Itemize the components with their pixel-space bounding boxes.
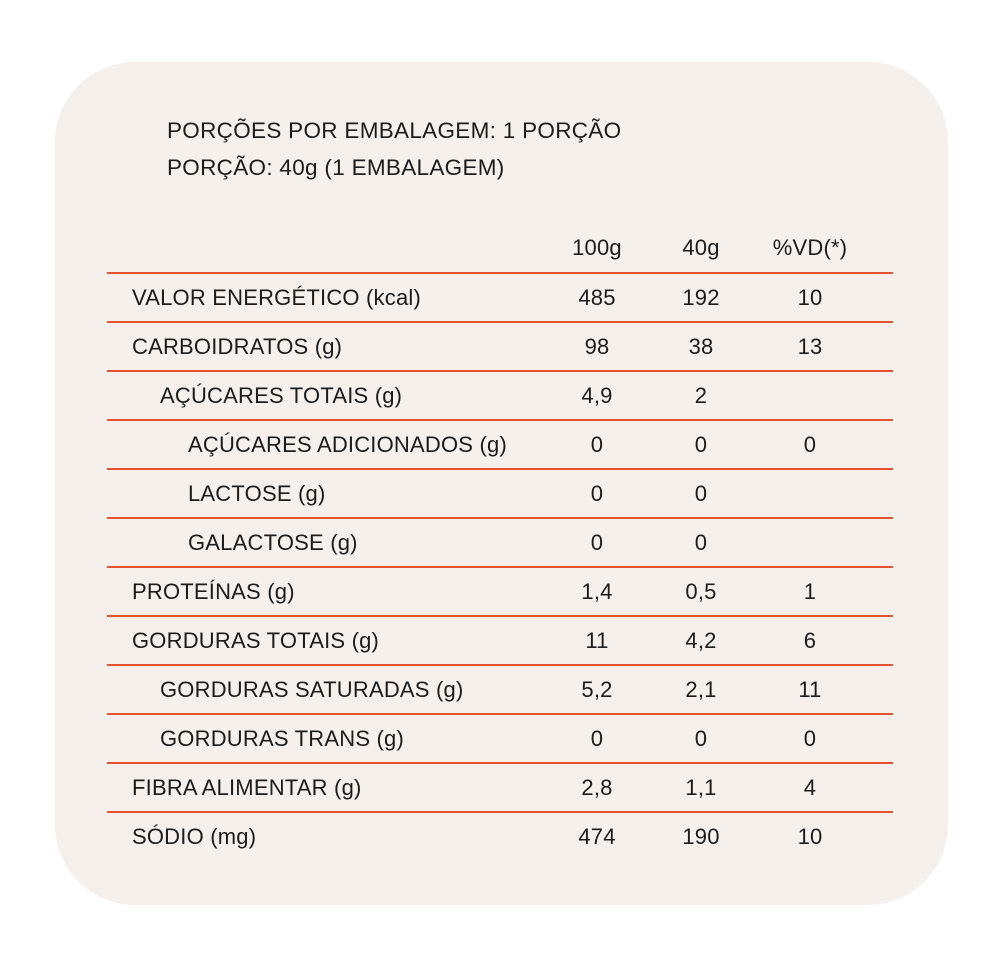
value-40g: 192: [682, 284, 720, 310]
row-label: GORDURAS SATURADAS (g): [160, 676, 464, 702]
row-label: LACTOSE (g): [188, 480, 326, 506]
value-40g: 2: [694, 382, 708, 408]
table-row: [107, 419, 893, 468]
value-vd: 0: [803, 725, 817, 751]
value-40g: 0: [694, 431, 708, 457]
row-label: PROTEÍNAS (g): [132, 578, 295, 604]
table-row: [107, 517, 893, 566]
value-vd: 4: [803, 774, 817, 800]
value-vd: 0: [803, 431, 817, 457]
row-label: CARBOIDRATOS (g): [132, 333, 343, 359]
row-label: GORDURAS TOTAIS (g): [132, 627, 380, 653]
table-row: [107, 762, 893, 811]
value-40g: 0: [694, 725, 708, 751]
row-label: SÓDIO (mg): [132, 823, 257, 849]
table-row: [107, 272, 893, 321]
servings-per-package: PORÇÕES POR EMBALAGEM: 1 PORÇÃO: [167, 118, 622, 143]
value-100g: 4,9: [581, 382, 613, 408]
value-100g: 0: [590, 529, 604, 555]
value-100g: 2,8: [581, 774, 613, 800]
value-40g: 1,1: [685, 774, 717, 800]
value-100g: 485: [578, 284, 616, 310]
column-header-vd: %VD(*): [772, 234, 848, 260]
table-header-row: [107, 223, 893, 272]
table-row: [107, 566, 893, 615]
value-40g: 190: [682, 823, 720, 849]
row-label: VALOR ENERGÉTICO (kcal): [132, 284, 422, 310]
value-40g: 4,2: [685, 627, 717, 653]
value-100g: 0: [590, 725, 604, 751]
row-label: FIBRA ALIMENTAR (g): [132, 774, 362, 800]
table-row: [107, 321, 893, 370]
value-vd: 10: [797, 284, 823, 310]
value-vd: 6: [803, 627, 817, 653]
value-vd: 11: [798, 676, 822, 702]
column-header-40g: 40g: [682, 234, 720, 260]
value-100g: 0: [590, 480, 604, 506]
nutrition-table: [107, 223, 893, 860]
value-100g: 98: [584, 333, 610, 359]
value-100g: 474: [578, 823, 616, 849]
value-40g: 38: [688, 333, 714, 359]
serving-size: PORÇÃO: 40g (1 EMBALAGEM): [167, 155, 505, 180]
value-40g: 0: [694, 529, 708, 555]
value-100g: 1,4: [581, 578, 613, 604]
table-row: [107, 811, 893, 860]
row-label: AÇÚCARES ADICIONADOS (g): [188, 431, 507, 457]
table-row: [107, 468, 893, 517]
value-40g: 2,1: [685, 676, 717, 702]
value-100g: 11: [585, 627, 609, 653]
table-row: [107, 615, 893, 664]
value-vd: 1: [803, 578, 817, 604]
row-label: GALACTOSE (g): [188, 529, 358, 555]
value-40g: 0: [694, 480, 708, 506]
table-row: [107, 370, 893, 419]
value-vd: 13: [797, 333, 823, 359]
table-row: [107, 664, 893, 713]
nutrition-card: [55, 62, 948, 905]
value-vd: 10: [797, 823, 823, 849]
table-body: [107, 272, 893, 860]
column-header-100g: 100g: [572, 234, 622, 260]
row-label: GORDURAS TRANS (g): [160, 725, 404, 751]
row-label: AÇÚCARES TOTAIS (g): [160, 382, 403, 408]
value-100g: 5,2: [581, 676, 613, 702]
table-row: [107, 713, 893, 762]
serving-info: [167, 112, 893, 186]
value-100g: 0: [590, 431, 604, 457]
value-40g: 0,5: [685, 578, 717, 604]
